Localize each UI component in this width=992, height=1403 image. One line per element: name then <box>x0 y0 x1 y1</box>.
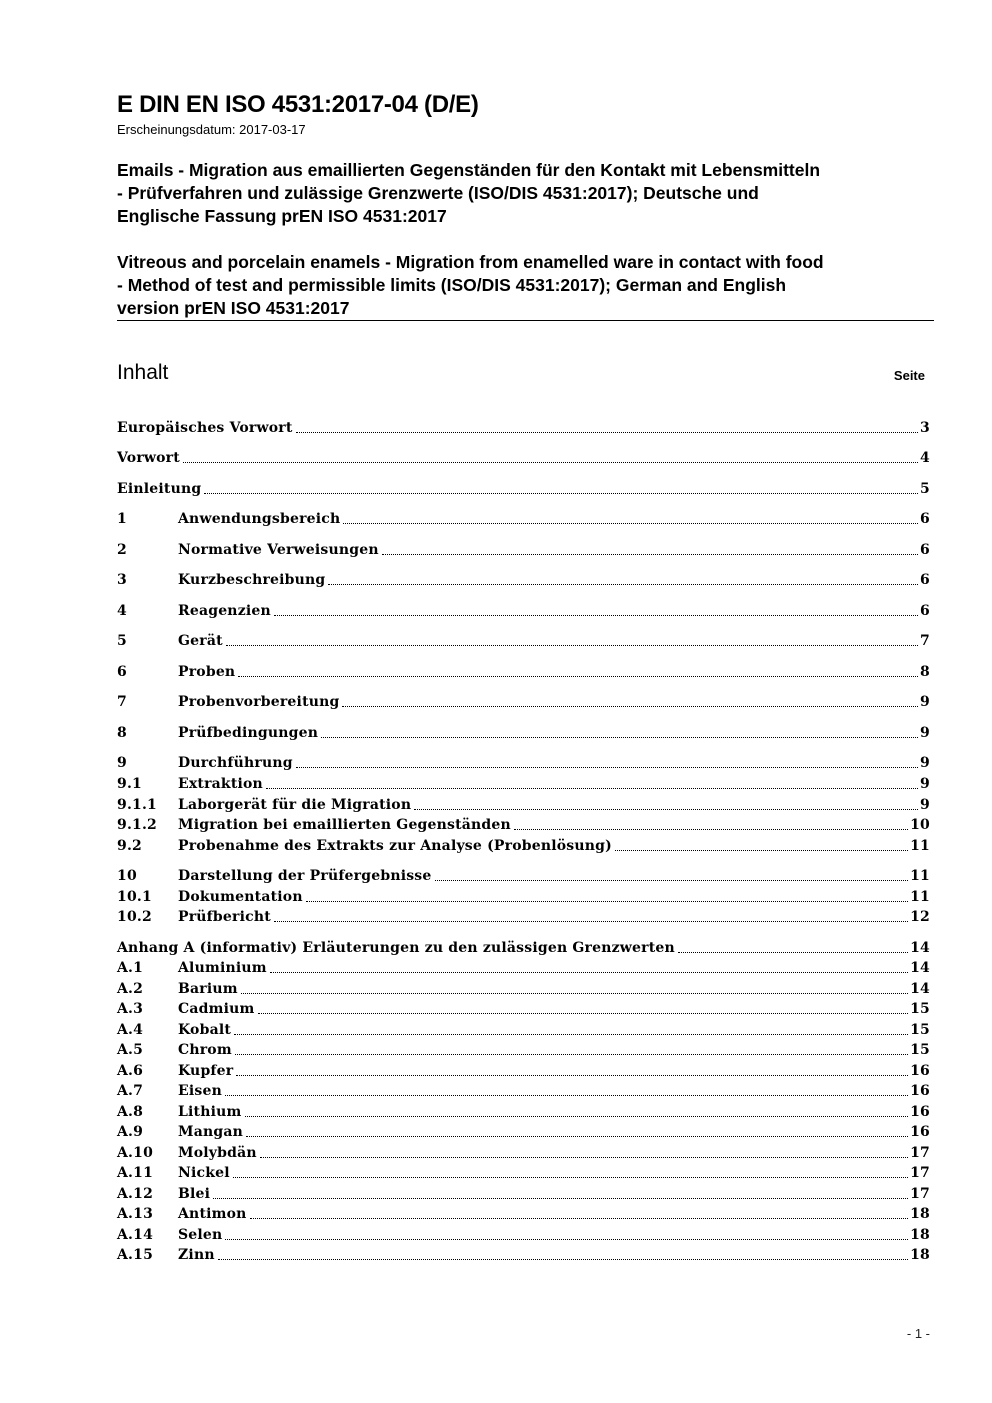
toc-dot-leader <box>274 615 918 616</box>
title-english-line: version prEN ISO 4531:2017 <box>117 298 350 318</box>
toc-entry[interactable] <box>117 938 930 958</box>
toc-entry-title: Darstellung der Prüfergebnisse <box>178 868 432 884</box>
toc-entry-title: Blei <box>178 1186 211 1202</box>
toc-entry-number: 3 <box>117 572 127 588</box>
toc-entry-title: Prüfbericht <box>178 909 271 925</box>
toc-dot-leader <box>328 584 918 585</box>
toc-dot-leader <box>233 1177 908 1178</box>
toc-entry-page: 9 <box>920 797 930 813</box>
toc-entry-number: A.9 <box>117 1124 144 1140</box>
toc-entry-page: 7 <box>920 633 930 649</box>
toc-entry-title: Vorwort <box>117 450 180 466</box>
toc-entry-page: 8 <box>920 664 930 680</box>
toc-dot-leader <box>678 952 908 953</box>
toc-dot-leader <box>234 1034 908 1035</box>
toc-entry[interactable] <box>117 907 930 927</box>
toc-entry-page: 16 <box>910 1063 930 1079</box>
toc-entry-number: A.12 <box>117 1186 154 1202</box>
toc-entry-number: A.3 <box>117 1001 144 1017</box>
toc-dot-leader <box>225 1239 908 1240</box>
toc-entry-page: 14 <box>910 940 930 956</box>
toc-entry-number: 10 <box>117 868 137 884</box>
toc-entry-number: 9.1.1 <box>117 797 157 813</box>
toc-entry-title: Zinn <box>178 1247 215 1263</box>
toc-entry-page: 9 <box>920 694 930 710</box>
document-title: E DIN EN ISO 4531:2017-04 (D/E) <box>117 91 479 118</box>
toc-entry-title: Barium <box>178 981 238 997</box>
toc-entry[interactable] <box>117 1020 930 1040</box>
publication-date: Erscheinungsdatum: 2017-03-17 <box>117 122 306 137</box>
toc-dot-leader <box>296 767 918 768</box>
toc-entry-page: 6 <box>920 572 930 588</box>
toc-dot-leader <box>250 1218 909 1219</box>
toc-entry[interactable] <box>117 1225 930 1245</box>
toc-entry-title: Chrom <box>178 1042 232 1058</box>
title-english-line: - Method of test and permissible limits (ISO/DIS 4531:2017); German and English <box>117 275 787 295</box>
toc-entry[interactable] <box>117 1040 930 1060</box>
toc-entry-number: A.15 <box>117 1247 154 1263</box>
toc-entry-number: 9 <box>117 755 127 771</box>
toc-entry-page: 14 <box>910 960 930 976</box>
toc-dot-leader <box>414 809 918 810</box>
toc-dot-leader <box>260 1157 908 1158</box>
toc-entry-page: 16 <box>910 1124 930 1140</box>
toc-dot-leader <box>306 901 908 902</box>
toc-entry[interactable] <box>117 1184 930 1204</box>
toc-entry-number: A.4 <box>117 1022 144 1038</box>
page-number: - 1 - <box>906 1326 930 1341</box>
toc-entry-page: 15 <box>910 1022 930 1038</box>
toc-dot-leader <box>213 1198 908 1199</box>
toc-entry[interactable] <box>117 692 930 712</box>
toc-entry[interactable] <box>117 1061 930 1081</box>
toc-entry-number: A.11 <box>117 1165 154 1181</box>
toc-entry-title: Mangan <box>178 1124 243 1140</box>
toc-entry-number: 2 <box>117 542 127 558</box>
toc-entry-title: Probenvorbereitung <box>178 694 340 710</box>
toc-entry-number: 10.1 <box>117 889 152 905</box>
toc-entry[interactable] <box>117 1204 930 1224</box>
toc-entry-number: A.7 <box>117 1083 144 1099</box>
toc-entry[interactable] <box>117 1081 930 1101</box>
toc-dot-leader <box>321 737 918 738</box>
toc-entry-number: 1 <box>117 511 127 527</box>
toc-entry-title: Antimon <box>178 1206 247 1222</box>
toc-dot-leader <box>274 921 908 922</box>
toc-entry-number: 5 <box>117 633 127 649</box>
toc-entry[interactable] <box>117 509 930 529</box>
toc-entry[interactable] <box>117 1143 930 1163</box>
toc-dot-leader <box>514 829 908 830</box>
toc-entry-title: Selen <box>178 1227 223 1243</box>
toc-entry[interactable] <box>117 1102 930 1122</box>
toc-entry-number: A.1 <box>117 960 144 976</box>
toc-entry-number: 6 <box>117 664 127 680</box>
toc-entry-page: 11 <box>910 838 930 854</box>
toc-entry-title: Laborgerät für die Migration <box>178 797 412 813</box>
toc-entry-page: 15 <box>910 1001 930 1017</box>
toc-dot-leader <box>342 706 918 707</box>
toc-entry-number: A.8 <box>117 1104 144 1120</box>
toc-entry-page: 17 <box>910 1186 930 1202</box>
toc-entry[interactable] <box>117 958 930 978</box>
toc-entry-page: 9 <box>920 755 930 771</box>
header-divider <box>117 320 934 321</box>
toc-dot-leader <box>241 993 908 994</box>
toc-entry-page: 4 <box>920 450 930 466</box>
toc-entry-page: 18 <box>910 1206 930 1222</box>
toc-entry-title: Cadmium <box>178 1001 255 1017</box>
toc-dot-leader <box>236 1075 908 1076</box>
title-english-line: Vitreous and porcelain enamels - Migration from enamelled ware in contact with food <box>117 252 824 272</box>
toc-entry-page: 16 <box>910 1083 930 1099</box>
toc-dot-leader <box>226 645 918 646</box>
toc-entry-title: Eisen <box>178 1083 222 1099</box>
toc-entry-title: Europäisches Vorwort <box>117 420 293 436</box>
toc-entry-title: Einleitung <box>117 481 202 497</box>
toc-entry-page: 18 <box>910 1247 930 1263</box>
toc-entry-number: 4 <box>117 603 127 619</box>
toc-entry-title: Nickel <box>178 1165 230 1181</box>
toc-entry[interactable] <box>117 1245 930 1265</box>
toc-entry-number: 9.1 <box>117 776 142 792</box>
toc-entry-title: Kobalt <box>178 1022 232 1038</box>
toc-entry-page: 12 <box>910 909 930 925</box>
toc-entry[interactable] <box>117 570 930 590</box>
title-english <box>117 251 937 320</box>
toc-entry[interactable] <box>117 479 930 499</box>
toc-entry-page: 14 <box>910 981 930 997</box>
toc-dot-leader <box>615 850 908 851</box>
toc-entry[interactable] <box>117 836 930 856</box>
title-german-line: Emails - Migration aus emaillierten Gegenständen für den Kontakt mit Lebensmitteln <box>117 160 821 180</box>
toc-entry-number: A.6 <box>117 1063 144 1079</box>
toc-entry-page: 9 <box>920 776 930 792</box>
toc-entry-page: 6 <box>920 603 930 619</box>
toc-entry-page: 17 <box>910 1165 930 1181</box>
toc-entry[interactable] <box>117 887 930 907</box>
toc-entry-number: 9.2 <box>117 838 142 854</box>
title-german-line: Englische Fassung prEN ISO 4531:2017 <box>117 206 447 226</box>
toc-entry-page: 6 <box>920 542 930 558</box>
toc-entry[interactable] <box>117 1122 930 1142</box>
toc-entry-number: A.10 <box>117 1145 154 1161</box>
toc-entry-page: 5 <box>920 481 930 497</box>
toc-entry-page: 6 <box>920 511 930 527</box>
toc-entry-page: 11 <box>910 868 930 884</box>
toc-entry[interactable] <box>117 662 930 682</box>
toc-entry[interactable] <box>117 979 930 999</box>
toc-entry-title: Anhang A (informativ) Erläuterungen zu den zulässigen Grenzwerten <box>117 940 675 956</box>
toc-dot-leader <box>238 676 918 677</box>
toc-dot-leader <box>343 523 918 524</box>
toc-entry[interactable] <box>117 631 930 651</box>
toc-entry-title: Gerät <box>178 633 223 649</box>
toc-entry-number: A.5 <box>117 1042 144 1058</box>
toc-entry[interactable] <box>117 795 930 815</box>
toc-entry-title: Normative Verweisungen <box>178 542 379 558</box>
toc-entry-page: 16 <box>910 1104 930 1120</box>
toc-entry-title: Molybdän <box>178 1145 257 1161</box>
toc-dot-leader <box>296 432 919 433</box>
title-german-line: - Prüfverfahren und zulässige Grenzwerte (ISO/DIS 4531:2017); Deutsche und <box>117 183 759 203</box>
toc-heading: Inhalt <box>117 361 169 384</box>
toc-entry-title: Anwendungsbereich <box>178 511 341 527</box>
toc-entry-title: Kurzbeschreibung <box>178 572 326 588</box>
toc-dot-leader <box>204 493 918 494</box>
toc-entry-page: 18 <box>910 1227 930 1243</box>
toc-entry-title: Aluminium <box>178 960 267 976</box>
toc-entry-number: 9.1.2 <box>117 817 157 833</box>
toc-entry[interactable] <box>117 774 930 794</box>
toc-dot-leader <box>258 1013 909 1014</box>
toc-entry-title: Lithium <box>178 1104 242 1120</box>
toc-entry-number: 8 <box>117 725 127 741</box>
toc-entry-page: 10 <box>910 817 930 833</box>
toc-entry-number: A.2 <box>117 981 144 997</box>
toc-dot-leader <box>270 972 908 973</box>
toc-entry-title: Probenahme des Extrakts zur Analyse (Probenlösung) <box>178 838 612 854</box>
toc-entry[interactable] <box>117 1163 930 1183</box>
toc-entry-number: 10.2 <box>117 909 152 925</box>
toc-entry-title: Prüfbedingungen <box>178 725 319 741</box>
toc-entry[interactable] <box>117 999 930 1019</box>
toc-entry[interactable] <box>117 723 930 743</box>
toc-dot-leader <box>183 462 918 463</box>
toc-dot-leader <box>235 1054 908 1055</box>
toc-entry-title: Kupfer <box>178 1063 234 1079</box>
title-german <box>117 159 937 228</box>
toc-entry[interactable] <box>117 418 930 438</box>
toc-entry-title: Proben <box>178 664 236 680</box>
toc-entry-title: Dokumentation <box>178 889 303 905</box>
toc-entry-page: 17 <box>910 1145 930 1161</box>
toc-entry-page: 9 <box>920 725 930 741</box>
toc-entry[interactable] <box>117 448 930 468</box>
toc-entry-page: 3 <box>920 420 930 436</box>
toc-page-column-label: Seite <box>893 368 925 383</box>
toc-dot-leader <box>246 1136 908 1137</box>
toc-dot-leader <box>218 1259 908 1260</box>
toc-entry-title: Extraktion <box>178 776 263 792</box>
toc-entry[interactable] <box>117 540 930 560</box>
toc-entry[interactable] <box>117 601 930 621</box>
toc-dot-leader <box>225 1095 908 1096</box>
toc-dot-leader <box>435 880 909 881</box>
toc-entry-title: Durchführung <box>178 755 293 771</box>
toc-entry[interactable] <box>117 815 930 835</box>
toc-entry[interactable] <box>117 866 930 886</box>
toc-entry-title: Migration bei emaillierten Gegenständen <box>178 817 511 833</box>
toc-entry-page: 11 <box>910 889 930 905</box>
toc-dot-leader <box>382 554 918 555</box>
toc-dot-leader <box>266 788 918 789</box>
toc-entry-number: A.14 <box>117 1227 154 1243</box>
toc-entry-page: 15 <box>910 1042 930 1058</box>
toc-entry[interactable] <box>117 753 930 773</box>
toc-entry-number: A.13 <box>117 1206 154 1222</box>
toc-entry-title: Reagenzien <box>178 603 271 619</box>
toc-dot-leader <box>245 1116 909 1117</box>
toc-entry-number: 7 <box>117 694 127 710</box>
